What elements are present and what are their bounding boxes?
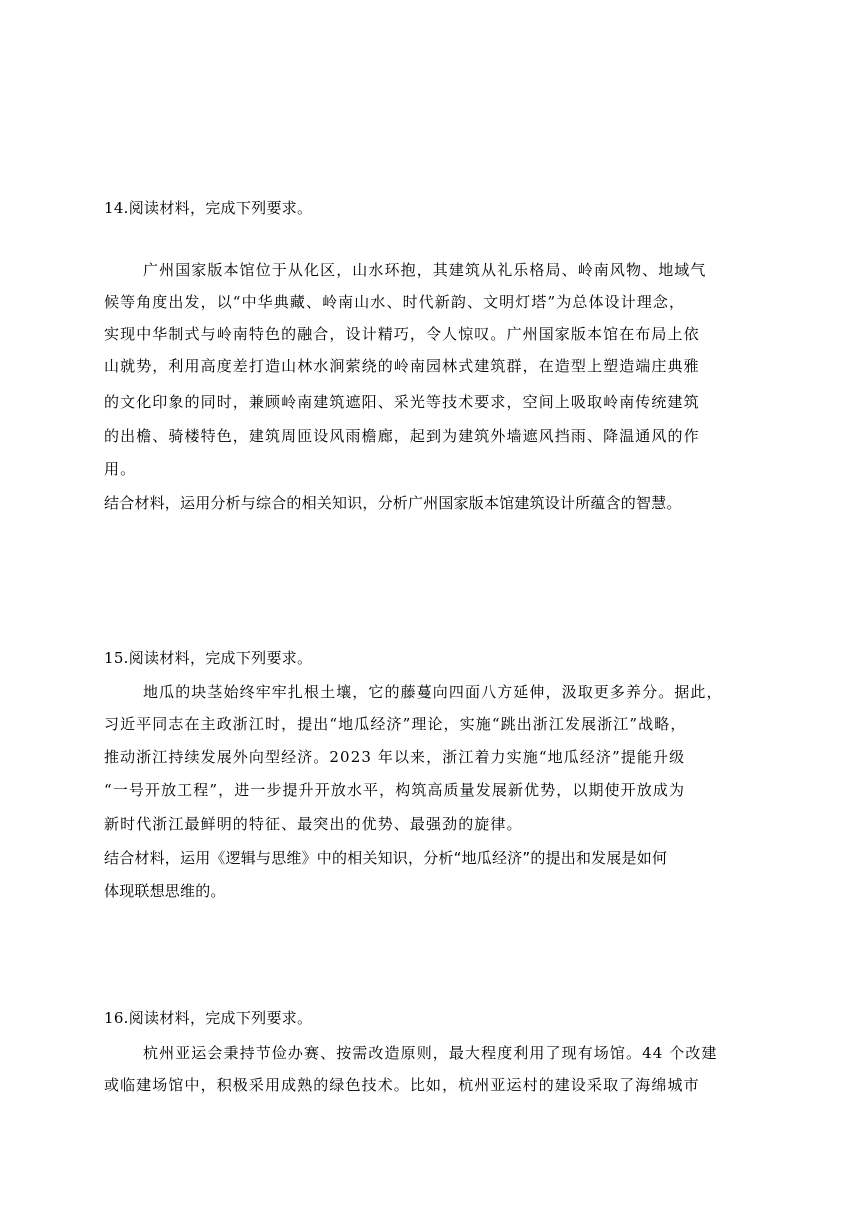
material-line: 用。 (104, 460, 137, 478)
material-line: 的出檐、骑楼特色，建筑周匝设风雨檐廊，起到为建筑外墙遮风挡雨、降温通风的作 (104, 427, 700, 445)
question-16-heading: 16.阅读材料，完成下列要求。 (104, 1009, 313, 1027)
material-line: 候等角度出发，以“中华典藏、岭南山水、时代新韵、文明灯塔”为总体设计理念， (104, 293, 686, 311)
material-line: 广州国家版本馆位于从化区，山水环抱，其建筑从礼乐格局、岭南风物、地域气 (143, 261, 707, 279)
question-14-heading: 14.阅读材料，完成下列要求。 (104, 199, 313, 217)
material-line: 实现中华制式与岭南特色的融合，设计精巧，令人惊叹。广州国家版本馆在布局上依 (104, 325, 700, 343)
material-line: 推动浙江持续发展外向型经济。2023 年以来，浙江着力实施“地瓜经济”提能升级 (104, 748, 686, 766)
question-14-prompt: 结合材料，运用分析与综合的相关知识，分析广州国家版本馆建筑设计所蕴含的智慧。 (104, 494, 682, 512)
material-line: 的文化印象的同时，兼顾岭南建筑遮阳、采光等技术要求，空间上吸取岭南传统建筑 (104, 393, 700, 411)
question-15-heading: 15.阅读材料，完成下列要求。 (104, 649, 313, 667)
material-line: 地瓜的块茎始终牢牢扎根土壤，它的藤蔓向四面八方延伸，汲取更多养分。据此， (143, 683, 723, 701)
material-line: 新时代浙江最鲜明的特征、最突出的优势、最强劲的旋律。 (104, 815, 523, 833)
material-line: 山就势，利用高度差打造山林水涧萦绕的岭南园林式建筑群，在造型上塑造端庄典雅 (104, 357, 700, 375)
material-line: 杭州亚运会秉持节俭办赛、按需改造原则，最大程度利用了现有场馆。44 个改建 (143, 1044, 718, 1062)
material-line: 或临建场馆中，积极采用成熟的绿色技术。比如，杭州亚运村的建设采取了海绵城市 (104, 1076, 700, 1094)
question-15-prompt-line: 体现联想思维的。 (104, 882, 226, 900)
material-line: 习近平同志在主政浙江时，提出“地瓜经济”理论，实施“跳出浙江发展浙江”战略， (104, 715, 687, 733)
material-line: “一号开放工程”，进一步提升开放水平，构筑高质量发展新优势，以期使开放成为 (104, 781, 686, 799)
question-15-prompt-line: 结合材料，运用《逻辑与思维》中的相关知识，分析“地瓜经济”的提出和发展是如何 (104, 849, 668, 867)
